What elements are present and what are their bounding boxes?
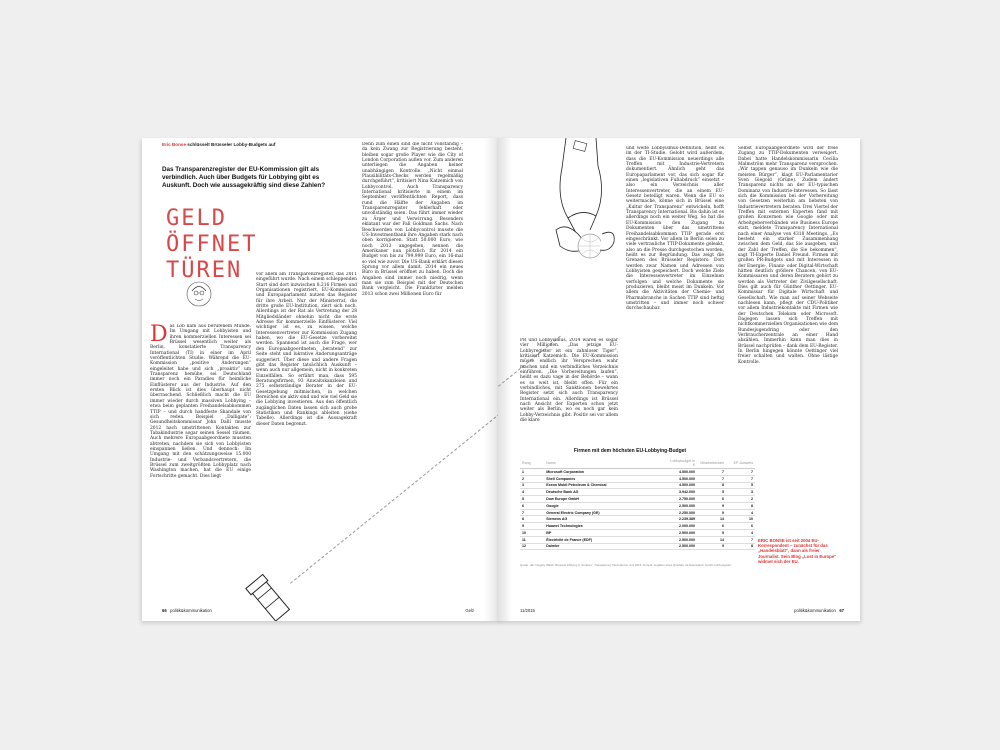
- page-number: 66: [162, 608, 167, 613]
- telescope-illustration: [242, 568, 302, 621]
- folio-left: [162, 608, 212, 613]
- author-portrait-illustration: [186, 281, 212, 307]
- budget-cell: 2.500.000: [668, 530, 697, 537]
- rank-cell: 9: [520, 523, 544, 530]
- budget-cell: 2.000.000: [668, 523, 697, 530]
- rank-cell: 3: [520, 482, 544, 489]
- section-label: Gelz: [465, 608, 474, 613]
- budget-cell: 4.500.000: [668, 475, 697, 482]
- left-page: [142, 138, 502, 621]
- company-cell: Deutsche Bank AG: [544, 489, 668, 496]
- body-text: vor allem am Transparenzregister, das 2011 eingeführt wurde. Nach einem schleppenden Start sind dort inzwischen 8.216 Firmen und Organisationen registriert, EU-Kommission und Europaparlament nutzen das Register für ihre Arbeit. Nur der Ministerrat, die dritte große EU-Institution, ziert sich noch. Allerdings ist der Rat als Vertretung der 28 Mitgliedsländer ohnehin nicht die erste Adresse für kommerzielle Einflüsterer. Viel wichtiger ist es, zu wissen, welche Interessenvertreter zur Kommission Zugang haben, wo die EU-Gesetze vorbereitet werden. Spannend ist auch die Frage, wer den Europaabgeordneten „beratend“ zur Seite steht und lukrative Änderungsanträge suggeriert. Über diese und andere Fragen gibt das Register tatsächlich Auskunft – wenn auch nur allgemein, nicht in konkreten Einzelfällen. So erfährt man, dass 595 Beratungsfirmen, 93 Anwaltskanzleien und 275 selbstständige Berater in der EU-Gesetzgebung mitmischen, in welchen Bereichen sie aktiv sind und wie viel Geld sie die Lobbying investieren. Aus den öffentlich zugänglichen Daten lassen sich auch grobe Statistiken und Rankings ableiten (siehe Tabelle). Allerdings ist die Aussagekraft dieser Daten begrenzt.: [256, 272, 357, 427]
- table-row: [520, 530, 755, 537]
- company-cell: General Electric Company (GE): [544, 509, 668, 516]
- table-body: [520, 469, 755, 550]
- header-rank: Rang: [520, 458, 544, 469]
- right-page: [498, 138, 860, 621]
- drop-cap: D: [150, 324, 168, 347]
- staff-cell: 14: [697, 516, 726, 523]
- rank-cell: 11: [520, 536, 544, 543]
- kicker-text: schlüsselt Brüsseler Lobby-Budgets auf: [187, 142, 276, 147]
- body-column-2: [626, 146, 724, 444]
- header-name: Name: [544, 458, 668, 469]
- ep-pass-cell: 4: [726, 509, 755, 516]
- table-row: [520, 523, 755, 530]
- magazine-name: politik&kommunikation: [170, 608, 212, 613]
- rank-cell: 8: [520, 516, 544, 523]
- magazine-name: politik&kommunikation: [794, 608, 836, 613]
- rank-cell: 12: [520, 543, 544, 550]
- budget-cell: 2.750.000: [668, 496, 697, 503]
- rank-cell: 5: [520, 496, 544, 503]
- table-row: [520, 502, 755, 509]
- folio-issue: 11/2015: [520, 608, 535, 613]
- table-row: [520, 536, 755, 543]
- table-row: [520, 489, 755, 496]
- body-text: und weite Lobbyismus-Definition, heißt es im der TI-Studie. Gelobt wird außerdem, dass die EU-Kommission neuerdings alle Treffen mit Industrie-Vertretern dokumentiert. Ähnlich geht das Europaparlament vor, das sich sogar für einen „legislativen Fußabdruck“ einsetzt – also ein Verzeichnis aller Interessenvertreter, die an einem EU-Gesetz beteiligt waren. Wenn die EU so weitermache, könne sich in Brüssel eine „Kultur der Transparenz“ entwickeln, hofft Transparency International. Bis dahin ist es allerdings noch ein weiter Weg. So hat die EU-Kommission den Zugang zu Dokumenten über das umstrittene Freihandelsabkommen TTIP gerade erst eingeschränkt. Vor allem in Berlin seien zu viele vertrauliche TTIP-Dokumente geleakt, also an die Presse durchgestochen worden, heißt es zur Begründung. Das zeigt die Grenzen des Brüsseler Registers: Dort werden zwar Namen und Adressen von Lobbyisten gespeichert. Doch welche Ziele die Interessenvertreter im Einzelnen verfolgen und welche Dokumente sie produzieren, bleibt meist im Dunkeln. Vor allem die Aktivitäten der Chemie- und Pharmabranche in Sachen TTIP sind heftig umstritten – und immer noch schwer durchschaubar.: [626, 146, 724, 312]
- dek: Das Transparenzregister der EU-Kommission gilt als verbindlich. Auch über Budgets für Lobbying gibt es Auskunft. Doch wie aussagekräftig sind diese Zahlen?: [162, 166, 326, 189]
- budget-cell: 4.500.000: [668, 482, 697, 489]
- budget-cell: 4.500.000: [668, 469, 697, 476]
- ep-pass-cell: 3: [726, 489, 755, 496]
- staff-cell: 7: [697, 469, 726, 476]
- company-cell: Siemens AG: [544, 516, 668, 523]
- company-cell: Dow Europe GmbH: [544, 496, 668, 503]
- body-column-3: [362, 142, 463, 440]
- rank-cell: 4: [520, 489, 544, 496]
- company-cell: Électricité de France (EDF): [544, 536, 668, 543]
- kicker: [162, 142, 275, 147]
- table-row: [520, 516, 755, 523]
- table-row: [520, 469, 755, 476]
- ep-pass-cell: 5: [726, 482, 755, 489]
- rank-cell: 1: [520, 469, 544, 476]
- budget-cell: 2.500.000: [668, 536, 697, 543]
- company-cell: Exxon Mobil Petroleum & Chemical: [544, 482, 668, 489]
- headline: GELD ÖFFNET TÜREN: [166, 206, 258, 283]
- budget-cell: 2.500.000: [668, 502, 697, 509]
- budget-cell: 2.500.000: [668, 543, 697, 550]
- table-row: [520, 496, 755, 503]
- staff-cell: 6: [697, 496, 726, 503]
- ep-pass-cell: 7: [726, 475, 755, 482]
- body-text: Selbst Europaabgeordnete wird der freie Zugang zu TTIP-Dokumenten verweigert. Dabei hatte Handelskommissarin Cecilia Malmström mehr Transparenz versprochen. „Wir tappen genauso im Dunkeln wie die meisten Bürger“, klagt EU-Parlamentarier Sven Giegold (Grüne). Zudem ändert Transparenz nichts an der EU-typischen Dominanz von Industrie-Interessen. So lässt sich die Kommission bei der Vorbereitung von Gesetzen weiterhin am liebsten von Industrievertretern beraten. Drei Viertel der Treffen mit externen Experten fand mit großen Konzernen wie Google oder mit Arbeitgeberverbänden wie Business Europe statt, meldete Transparency International nach einer Analyse von 4318 Meetings. „Es besteht ein starker Zusammenhang zwischen dem Geld, das Sie ausgeben, und der Zahl der Treffen, die Sie bekommen“, sagt TI-Experte Daniel Freund. Firmen mit großen PR-Budgets und mit Interessen in der Energie-, Finanz- oder Digital-Wirtschaft hätten deutlich größere Chancen, von EU-Kommissaren und deren Beratern gehört zu werden als Vertreter der Zivilgesellschaft. Dies gilt auch für Günther Oettinger, EU-Kommissar für Digitale Wirtschaft und Gesellschaft. Wie man auf seiner Webseite nachlesen kann, pflegt der CDU-Politiker vor allem Industriekontakte mit Firmen wie der Deutschen Telekom oder Microsoft. Dagegen lassen sich Treffen mit nichtkommerziellen Organisationen wie dem Bundesjugendring oder den Verbraucherzentrale an einer Hand abzählen. Immerhin kann man dies in Brüssel nachprüfen – dank dem EU-Register. In Berlin hingegen könnte Oettinger viel freier schalten und walten. Ohne lästige Kontrolle.: [738, 146, 838, 365]
- ep-pass-cell: 7: [726, 469, 755, 476]
- rank-cell: 7: [520, 509, 544, 516]
- budget-cell: 2.239.389: [668, 516, 697, 523]
- header-ep-pass: EP-Ausweis: [726, 458, 755, 469]
- author-bio: ERIC BONSE ist seit 2004 EU-Korrespondent – zunächst für das „Handelsblatt“, dann als freier Journalist. Sein Blog „Lost in Europe“ widmet sich der EU.: [758, 538, 837, 564]
- table-title: Firmen mit dem höchsten EU-Lobbying-Budget: [573, 448, 687, 454]
- header-budget: Lobbybudget in €: [668, 458, 697, 469]
- ep-pass-cell: 6: [726, 523, 755, 530]
- header-staff: Mitarbeiterzahl: [697, 458, 726, 469]
- kicker-author: Eric Bonse: [162, 142, 186, 147]
- ep-pass-cell: 10: [726, 516, 755, 523]
- company-cell: Google: [544, 502, 668, 509]
- staff-cell: 5: [697, 489, 726, 496]
- table-header-row: [520, 458, 755, 469]
- hand-globe-illustration: [526, 138, 636, 268]
- rank-cell: 6: [520, 502, 544, 509]
- body-column-2: [256, 272, 357, 600]
- staff-cell: 8: [697, 482, 726, 489]
- staff-cell: 9: [697, 502, 726, 509]
- rank-cell: 10: [520, 530, 544, 537]
- company-cell: Microsoft Corporation: [544, 469, 668, 476]
- ep-pass-cell: 8: [726, 502, 755, 509]
- table-row: [520, 475, 755, 482]
- table-row: [520, 482, 755, 489]
- ep-pass-cell: 7: [726, 536, 755, 543]
- body-column-1: [520, 338, 618, 446]
- company-cell: Daimler: [544, 543, 668, 550]
- staff-cell: 9: [697, 543, 726, 550]
- body-text: PR und Lobbyismus, 2014 waren es sogar vier Millionen. „Das jetzige EU-Lobbyregister ist ein zahnloser Tiger“, kritisiert Katzemich. Die EU-Kommission müsse endlich ihr Versprechen wahr machen und ein verbindliches Verzeichnis einführen. „Die Vorbereitungen laufen“, heißt es dazu vage in der Behörde – wann es so weit ist, bleibt offen. Für ein verbindliches, mit Sanktionen bewehrtes Register setzt sich auch Transparency International ein. Allerdings ist Brüssel nach Ansicht der Experten schon jetzt weiter als Berlin, wo es noch gar kein Lobby-Verzeichnis gibt. Positiv sei vor allem die klare: [520, 338, 618, 424]
- staff-cell: 9: [697, 509, 726, 516]
- table-row: [520, 543, 755, 550]
- ep-pass-cell: 2: [726, 496, 755, 503]
- folio-right: [794, 608, 844, 613]
- table-source: Quelle: „EU Integrity Watch: Brussels lobbying in numbers“, Transparency International, Juni 2015; Anmerk. Angaben eines Quartals; 2a Datenstand: bei EU-Lobbyregister: [520, 563, 732, 567]
- body-text: as Lob kam aus berufenem Munde. Im Umgang mit Lobbyisten und ihren kommerziellen Interessen sei Brüssel wesentlich weiter als Berlin, konstatierte Transparency International (TI) in einer im April veröffentlichten Studie. Während die EU-Kommission „positive Änderungen“ eingeleitet habe und sich „proaktiv“ um Transparenz bemühe, sei Deutschland immer noch ein Paradies für heimliche Einflüsterer aus der Industrie. Auf den ersten Blick ist dies überhaupt nicht überraschend. Schließlich macht die EU immer wieder durch massiven Lobbying – etwa beim geplanten Freihandelsabkommen TTIP – und durch handfeste Skandale von sich reden. Beispiel „Dalligate“: Gesundheitskommissar John Dalli musste 2012 nach umstrittenen Kontakten zur Tabakindustrie sogar seinen Sessel räumen. Auch mehrere Europaabgeordnete mussten abtreten, nachdem sie sich von Lobbyisten einspannen ließen. Und dennoch: Im Umgang mit den schätzungsweise 15.000 Industrie- und Verbandsvertretern, die Brüssel zum zweitgrößten Lobbyplatz nach Washington machen, hat die EU einige Fortschritte gemacht. Dies liegt: [150, 324, 251, 479]
- staff-cell: 5: [697, 530, 726, 537]
- ep-pass-cell: 8: [726, 543, 755, 550]
- page-number: 67: [839, 608, 844, 613]
- company-cell: Huawei Technologies: [544, 523, 668, 530]
- table-row: [520, 509, 755, 516]
- budget-cell: 2.250.000: [668, 509, 697, 516]
- body-column-1: [150, 324, 251, 592]
- budget-cell: 3.942.000: [668, 489, 697, 496]
- body-text: Denn zum einen sind die nicht vollständig – da kein Zwang zur Registrierung besteht, bleiben sogar große Player wie die City of London Corporation außen vor. Zum anderen unterliegen die Angaben keiner unabhängigen Kontrolle. „Nicht einmal Plausibilitäts-Checks werden regelmäßig durchgeführt“, kritisiert Nina Katzemich von Lobbycontrol. Auch Transparency International kritisierte in einem im September veröffentlichten Report, dass rund die Hälfte der Angaben im Transparenzregister fehlerhaft oder unvollständig seien. Das führt immer wieder zu Ärger und Verwirrung. Besonders eklatant war der Fall Goldman Sachs. Nach Beschwerden von Lobbycontrol musste die US-Investmentbank ihre Angaben stark nach oben korrigieren. Statt 50.000 Euro, wie noch 2013 angegeben, nennen die Amerikaner nun plötzlich für 2014 ein Budget von bis zu 799.999 Euro, ein 16-mal so viel wie zuvor. Die US-Bank erklärt diesen Sprung vor allem damit, 2014 ein neues Büro in Brüssel eröffnet zu haben. Doch die Angaben sind immer noch niedrig, wenn man sie zum Beispiel mit der Deutschen Bank vergleicht. Die Frankfurter melden 2013 schon zwei Millionen Euro für: [362, 142, 463, 297]
- lobbying-budget-table: [520, 458, 755, 550]
- rank-cell: 2: [520, 475, 544, 482]
- staff-cell: 7: [697, 475, 726, 482]
- company-cell: BP: [544, 530, 668, 537]
- company-cell: Shell Companies: [544, 475, 668, 482]
- ep-pass-cell: 4: [726, 530, 755, 537]
- staff-cell: 6: [697, 523, 726, 530]
- staff-cell: 14: [697, 536, 726, 543]
